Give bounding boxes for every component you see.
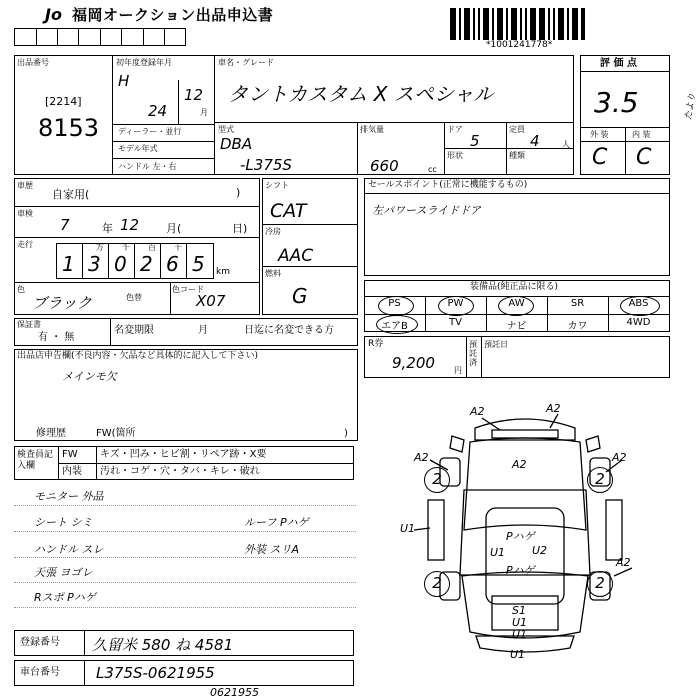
mark-circle-rl: 2 xyxy=(424,571,450,597)
lot-number: 8153 xyxy=(38,114,100,142)
mark-front-left: A2 xyxy=(470,405,485,418)
mileage-unit-ju: 十 xyxy=(174,243,182,252)
equip-navi: ナビ xyxy=(506,321,527,332)
shift-label: シフト xyxy=(265,181,289,190)
mileage-digit: 5 xyxy=(192,252,205,276)
chassis-label: 車台番号 xyxy=(20,667,60,678)
mark-side-left: U1 xyxy=(400,522,416,535)
exterior-label: 外 装 xyxy=(590,130,609,139)
registration-month: 12 xyxy=(184,86,204,104)
barcode xyxy=(450,8,585,40)
recycle-unit: 円 xyxy=(454,366,462,375)
capacity-unit: 人 xyxy=(562,140,570,149)
record-same-day: 日迄に名変できる方 xyxy=(244,325,334,336)
notes-value: メインモ欠 xyxy=(62,370,117,383)
record-month: 月 xyxy=(198,325,208,336)
remark-left: モニター 外品 xyxy=(34,490,104,503)
capacity-label: 定員 xyxy=(509,125,525,134)
doors-value: 5 xyxy=(470,132,480,150)
inspection-month-unit: 月( xyxy=(166,222,182,235)
equip-airbag-circle xyxy=(376,315,418,334)
mark-roof-lower: Pハゲ xyxy=(506,564,535,577)
mileage-unit: km xyxy=(216,267,230,277)
mileage-digit: 2 xyxy=(140,252,153,276)
remark-left: シート シミ xyxy=(34,516,93,529)
equip-leather: カワ xyxy=(567,321,588,332)
inspector-row1: キズ・凹み・ヒビ割・リペア跡・X要 xyxy=(100,449,267,460)
fuel-label: 燃料 xyxy=(265,269,281,278)
car-name-value: タントカスタム X スペシャル xyxy=(228,82,494,106)
equip-abs-circle xyxy=(620,296,660,316)
mark-rear-1: S1 xyxy=(512,604,526,617)
equip-sr: SR xyxy=(570,298,585,309)
model-label: 型式 xyxy=(218,125,234,134)
recycle-value: 9,200 xyxy=(392,354,435,372)
registration-era: H xyxy=(118,72,130,90)
usage-value: 自家用( xyxy=(52,188,90,201)
mileage-unit-man: 万 xyxy=(96,243,104,252)
notes-label: 出品店申告欄(不良内容・欠品など具体的に記入して下さい) xyxy=(17,351,259,361)
equip-pw-circle xyxy=(438,296,474,316)
kind-label: 種類 xyxy=(509,151,525,160)
fuel-value: G xyxy=(292,284,308,308)
car-name-label: 車名・グレード xyxy=(218,58,274,67)
repair-label: 修理歴 xyxy=(36,428,66,439)
handle-label: ハンドル 左・右 xyxy=(118,162,177,171)
repair-close: ) xyxy=(344,428,348,439)
shape-label: 形状 xyxy=(447,151,463,160)
color-value: ブラック xyxy=(32,294,92,312)
mileage-digit: 1 xyxy=(62,252,75,276)
equip-ps-circle xyxy=(378,296,414,316)
plate-label: 登録番号 xyxy=(20,637,60,648)
mark-hood: A2 xyxy=(512,458,527,471)
equip-tv: TV xyxy=(449,317,462,328)
color-change-label: 色替 xyxy=(126,293,142,302)
mark-roof: Pハゲ xyxy=(506,530,535,543)
equip-aw-circle xyxy=(498,296,534,316)
remark-left: 天張 ヨゴレ xyxy=(34,566,93,579)
form-title: 福岡オークション出品申込書 xyxy=(72,6,274,24)
chassis-value: L375S-0621955 xyxy=(96,664,215,682)
remark-right: 外装 スリA xyxy=(244,543,300,556)
doors-label: ドア xyxy=(447,125,463,134)
mark-left-fender: A2 xyxy=(414,451,429,464)
mileage-unit-hyaku: 百 xyxy=(148,243,156,252)
equip-airbag: エアB xyxy=(381,321,408,332)
mileage-digit: 3 xyxy=(88,252,101,276)
logo: Jo xyxy=(45,5,62,24)
model-prefix: DBA xyxy=(220,135,253,153)
equip-abs: ABS xyxy=(628,298,649,309)
remark-right: ルーフ Pハゲ xyxy=(244,516,309,529)
usage-close: ) xyxy=(236,186,241,199)
dealer-label: ディーラー・並行 xyxy=(118,127,182,136)
lot-label: 出品番号 xyxy=(17,58,49,67)
usage-label: 車歴 xyxy=(17,181,33,190)
repair-options: FW(箇所 xyxy=(96,428,136,439)
warranty-options: 有 ・ 無 xyxy=(38,332,75,343)
mark-circle-fr: 2 xyxy=(587,467,613,493)
displacement-unit: cc xyxy=(428,165,437,174)
remark-left: Rスポ Pハゲ xyxy=(34,591,96,604)
ac-label: 冷房 xyxy=(265,227,281,236)
inspector-interior: 内装 xyxy=(62,466,82,477)
sales-point-value: 左パワースライドドア xyxy=(372,204,481,217)
equip-pw: PW xyxy=(447,298,464,309)
mileage-digit: 0 xyxy=(114,252,127,276)
inspector-label: 検査員記入欄 xyxy=(17,450,54,471)
capacity-value: 4 xyxy=(530,132,540,150)
record-label: 名変期限 xyxy=(114,325,154,336)
mark-right-rear-fender: A2 xyxy=(616,556,631,569)
mileage-unit-sen: 千 xyxy=(122,243,130,252)
registration-month-unit: 月 xyxy=(200,108,208,117)
recycle-deposit-date-label: 預託日 xyxy=(484,340,508,349)
mark-roof-left: U1 xyxy=(490,546,506,559)
registration-year: 24 xyxy=(148,102,168,120)
shift-value: CAT xyxy=(270,200,307,222)
mark-right-fender: A2 xyxy=(612,451,627,464)
model-year-label: モデル年式 xyxy=(118,144,158,153)
recycle-deposit-label: 預託済 xyxy=(469,340,477,367)
remark-left: ハンドル スレ xyxy=(34,543,104,556)
warranty-label: 保証書 xyxy=(17,320,41,329)
lot-sub-number: [2214] xyxy=(45,95,82,108)
displacement-value: 660 xyxy=(370,157,399,175)
rating-label: 評 価 点 xyxy=(600,58,637,69)
interior-grade: C xyxy=(636,145,652,170)
recycle-label: R券 xyxy=(368,339,384,349)
model-value: -L375S xyxy=(240,156,292,174)
inspection-label: 車検 xyxy=(17,209,33,218)
barcode-text: *1001241778* xyxy=(486,40,553,50)
inspection-month: 12 xyxy=(120,216,140,234)
mark-circle-fl: 2 xyxy=(424,467,450,493)
side-note: たより xyxy=(683,92,699,121)
mileage-label: 走行 xyxy=(17,240,33,249)
mileage-digit: 6 xyxy=(166,252,179,276)
color-label: 色 xyxy=(17,285,25,294)
equip-ps: PS xyxy=(388,298,401,309)
plate-value: 久留米 580 ね 4581 xyxy=(92,636,234,654)
sales-point-label: セールスポイント(正常に機能するもの) xyxy=(368,180,528,190)
mark-rear-2: U1 xyxy=(512,616,528,629)
equip-aw: AW xyxy=(508,298,525,309)
exterior-grade: C xyxy=(592,145,608,170)
mileage-box xyxy=(56,243,214,279)
color-code: X07 xyxy=(196,292,226,310)
inspector-fw: FW xyxy=(62,449,78,460)
inspector-row2: 汚れ・コゲ・穴・タバ・キレ・破れ xyxy=(100,466,260,477)
mark-circle-rr: 2 xyxy=(587,571,613,597)
inspection-year-unit: 年 xyxy=(102,222,113,235)
chassis-repeat: 0621955 xyxy=(210,686,259,699)
registration-label: 初年度登録年月 xyxy=(116,58,172,67)
ac-value: AAC xyxy=(278,246,314,266)
equip-4wd: 4WD xyxy=(626,317,651,328)
inspection-year: 7 xyxy=(60,216,70,234)
car-damage-diagram xyxy=(400,400,650,690)
equipment-label: 装備品(純正品に限る) xyxy=(470,282,559,292)
rating-score: 3.5 xyxy=(594,86,639,119)
interior-label: 内 装 xyxy=(632,130,651,139)
mark-front-right: A2 xyxy=(546,402,561,415)
mark-rear-bumper: U1 xyxy=(510,648,526,661)
inspection-day-unit: 日) xyxy=(232,222,248,235)
displacement-label: 排気量 xyxy=(360,125,384,134)
mark-rear-3: U1 xyxy=(512,628,528,641)
color-code-label: 色コード xyxy=(172,285,204,294)
mark-roof-right: U2 xyxy=(532,544,548,557)
